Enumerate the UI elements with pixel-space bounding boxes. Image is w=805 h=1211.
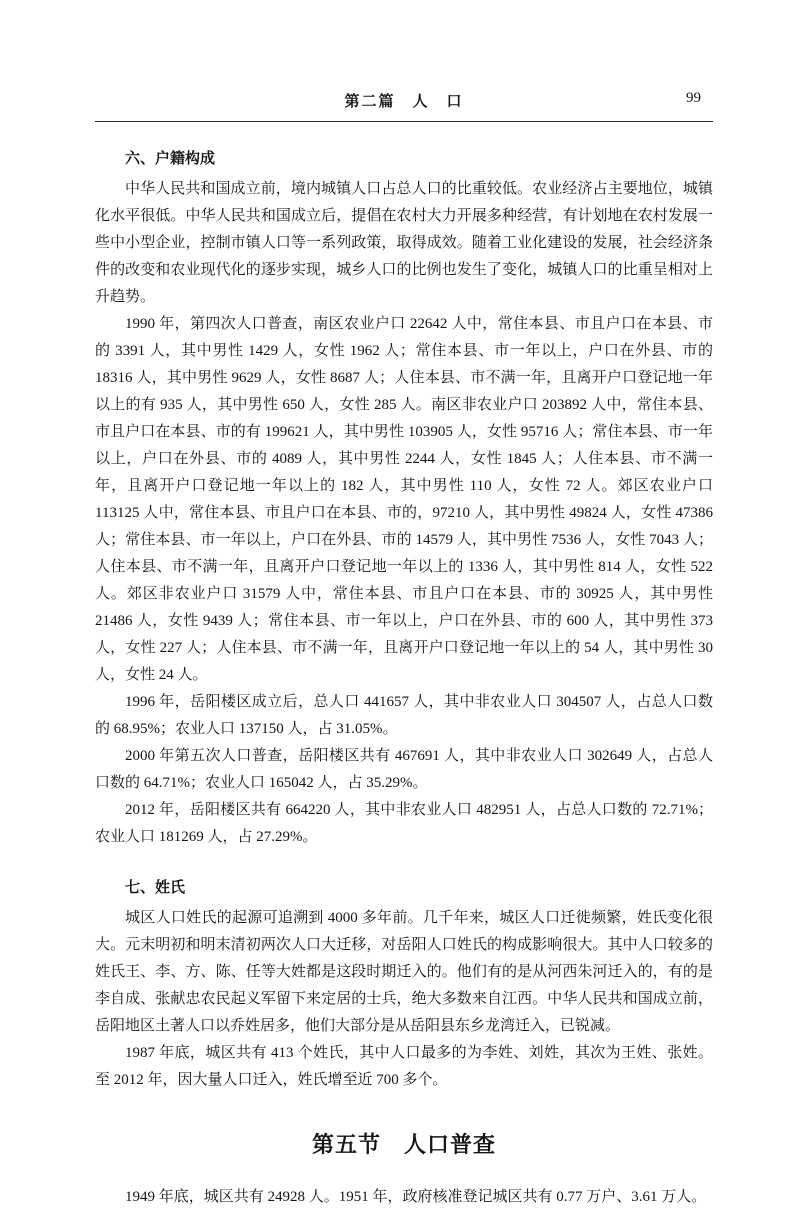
paragraph-2012: 2012 年，岳阳楼区共有 664220 人，其中非农业人口 482951 人，占总人口数的 72.71%；农业人口 181269 人，占 27.29%。 [95, 802, 713, 845]
page-content [95, 90, 713, 1211]
page-body [95, 145, 713, 1211]
heading-household-composition: 六、户籍构成 [125, 150, 216, 167]
heading-surnames: 七、姓氏 [125, 879, 186, 896]
paragraph-census-1990: 1990 年，第四次人口普查，南区农业户口 22642 人中，常住本县、市且户口在本县、市的 3391 人，其中男性 1429 人，女性 1962 人；常住本县、市一年以上，户口在外县、市的 18316 人，其中男性 9629 人，女性 8687 人；人住本县、市不满一年，且离开户口登记地一年以上的有 935 人，其中男性 650 人，女性 285 人。南区非农业户口 203892 人中，常住本县、市且户口在本县、市的有 199621 人，其中男性 103905 人，女性 95716 人；常住本县、市一年以上，户口在外县、市的 4089 人，其中男性 2244 人，女性 1845 人；人住本县、市不满一年，且离开户口登记地一年以上的 182 人，其中男性 110 人，女性 72 人。郊区农业户口 113125 人中，常住本县、市且户口在本县、市的，97210 人，其中男性 49824 人，女性 47386 人；常住本县、市一年以上，户口在外县、市的 14579 人，其中男性 7536 人，女性 7043 人；人住本县、市不满一年，且离开户口登记地一年以上的 1336 人，其中男性 814 人，女性 522 人。郊区非农业户口 31579 人中，常住本县、市且户口在本县、市的 30925 人，其中男性 21486 人，女性 9439 人；常住本县、市一年以上，户口在外县、市的 600 人，其中男性 373 人，女性 227 人；人住本县、市不满一年，且离开户口登记地一年以上的 54 人，其中男性 30 人，女性 24 人。 [95, 316, 713, 683]
running-header-title: 第二篇 人 口 [344, 94, 464, 110]
paragraph-surnames-history: 城区人口姓氏的起源可追溯到 4000 多年前。几千年来，城区人口迁徙频繁，姓氏变化很大。元末明初和明末清初两次人口大迁移，对岳阳人口姓氏的构成影响很大。其中人口较多的姓氏王、李、方、陈、任等大姓都是这段时期迁入的。他们有的是从河西朱河迁入的，有的是李自成、张献忠农民起义军留下来定居的士兵，绝大多数来自江西。中华人民共和国成立前，岳阳地区土著人口以乔姓居多，他们大部分是从岳阳县东乡龙湾迁入，已锐减。 [95, 910, 713, 1034]
section-title-population-census: 第五节 人口普查 [311, 1132, 496, 1157]
paragraph-1996: 1996 年，岳阳楼区成立后，总人口 441657 人，其中非农业人口 304507 人，占总人口数的 68.95%；农业人口 137150 人，占 31.05%。 [95, 694, 713, 737]
paragraph-surnames-counts: 1987 年底，城区共有 413 个姓氏，其中人口最多的为李姓、刘姓，其次为王姓、张姓。至 2012 年，因大量人口迁入，姓氏增至近 700 多个。 [95, 1045, 713, 1088]
paragraph-2000: 2000 年第五次人口普查，岳阳楼区共有 467691 人，其中非农业人口 302649 人，占总人口数的 64.71%；农业人口 165042 人，占 35.29%。 [95, 748, 713, 791]
paragraph-household-intro: 中华人民共和国成立前，境内城镇人口占总人口的比重较低。农业经济占主要地位，城镇化水平很低。中华人民共和国成立后，提倡在农村大力开展多种经营，有计划地在农村发展一些中小型企业，控制市镇人口等一系列政策，取得成效。随着工业化建设的发展，社会经济条件的改变和农业现代化的逐步实现，城乡人口的比例也发生了变化，城镇人口的比重呈相对上升趋势。 [95, 181, 713, 305]
page-header [95, 90, 713, 122]
page-number: 99 [686, 90, 701, 106]
paragraph-1949-1951: 1949 年底，城区共有 24928 人。1951 年，政府核准登记城区共有 0.77 万户、3.61 万人。 [125, 1189, 707, 1205]
